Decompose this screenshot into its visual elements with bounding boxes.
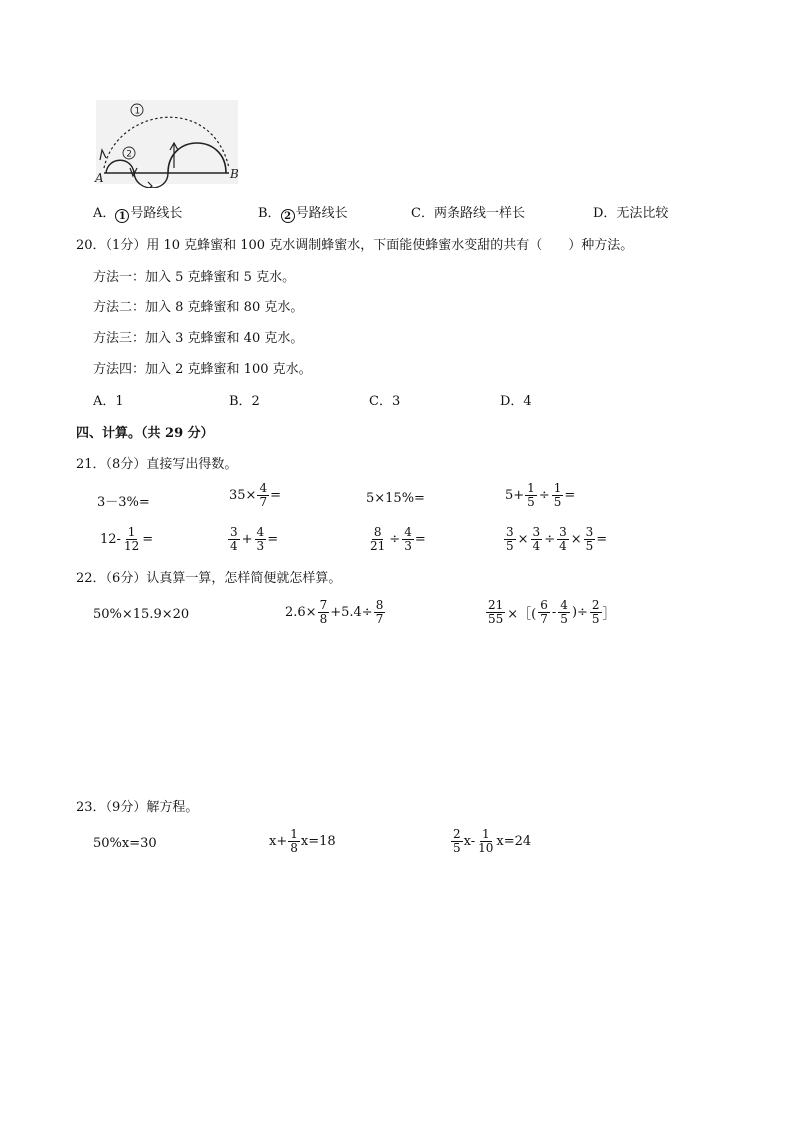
- q20-option-b: B．2: [229, 394, 260, 409]
- numerator: 8: [375, 598, 384, 612]
- point-a-label: A: [95, 171, 104, 185]
- fraction: [257, 482, 269, 509]
- numerator: 4: [259, 481, 268, 495]
- denominator: 7: [540, 612, 548, 626]
- denominator: 3: [256, 539, 265, 553]
- numerator: 1: [290, 827, 298, 841]
- expr-text: ］: [602, 607, 616, 622]
- operator: ÷: [544, 532, 556, 547]
- denominator: 5: [560, 612, 568, 626]
- expr-text: x=24: [496, 834, 532, 849]
- fraction: [476, 828, 495, 855]
- operator: -: [551, 605, 557, 620]
- circle-number: 1: [115, 209, 129, 223]
- q21-expr-4: [505, 482, 575, 509]
- numerator: 21: [488, 598, 504, 612]
- numerator: 4: [404, 525, 412, 539]
- denominator: 4: [532, 539, 541, 553]
- denominator: 4: [559, 539, 567, 553]
- option-text: 号路线长: [295, 206, 348, 221]
- numerator: 7: [319, 598, 328, 612]
- fraction: [504, 526, 516, 553]
- fraction: [318, 599, 330, 626]
- q20-method-2: 方法二：加入 8 克蜂蜜和 80 克水。: [93, 300, 304, 315]
- expr-text: =: [142, 532, 154, 547]
- expr-text: =: [564, 488, 576, 503]
- circle-number: 2: [281, 209, 295, 223]
- numerator: 1: [553, 481, 562, 495]
- expr-text: =: [414, 532, 426, 547]
- expr-text: 2.6×: [285, 605, 317, 620]
- operator: ×: [570, 532, 582, 547]
- denominator: 8: [290, 841, 298, 855]
- q21-expr-3: 5×15%=: [366, 491, 425, 506]
- fraction: [402, 526, 414, 553]
- expr-text: x-: [463, 834, 476, 849]
- q21-stem: 21．（8分）直接写出得数。: [76, 457, 238, 472]
- numerator: 8: [373, 525, 382, 539]
- expr-text: x+: [269, 834, 288, 849]
- fraction: [525, 482, 537, 509]
- fraction: [584, 526, 596, 553]
- fraction: [557, 526, 569, 553]
- q20-option-c: C．3: [369, 394, 401, 409]
- numerator: 4: [256, 525, 265, 539]
- option-text: 号路线长: [130, 206, 183, 221]
- fraction: [486, 599, 505, 626]
- q23-equation-1: 50%x=30: [93, 836, 157, 851]
- operator: ÷: [389, 532, 401, 547]
- fraction: [122, 526, 141, 553]
- q20-method-1: 方法一：加入 5 克蜂蜜和 5 克水。: [93, 270, 296, 285]
- fraction: [288, 828, 300, 855]
- q19-option-c: C．两条路线一样长: [411, 206, 525, 221]
- denominator: 5: [585, 539, 594, 553]
- q20-method-4: 方法四：加入 2 克蜂蜜和 100 克水。: [93, 362, 312, 377]
- numerator: 2: [453, 827, 461, 841]
- q20-method-3: 方法三：加入 3 克蜂蜜和 40 克水。: [93, 331, 304, 346]
- fraction: [368, 526, 387, 553]
- q21-expr-1: 3－3%=: [97, 495, 150, 510]
- fraction: [255, 526, 267, 553]
- denominator: 5: [591, 612, 600, 626]
- q19-option-a: [93, 206, 182, 223]
- denominator: 21: [370, 539, 386, 553]
- numerator: 6: [540, 598, 548, 612]
- q21-expr-2: [229, 482, 281, 509]
- q21-expr-8: [503, 526, 607, 553]
- q22-stem: 22．（6分）认真算一算，怎样简便就怎样算。: [76, 571, 342, 586]
- numerator: 3: [230, 525, 238, 539]
- diagram-background: [96, 100, 238, 184]
- fraction: [558, 599, 570, 626]
- q23-equation-2: [269, 828, 336, 855]
- denominator: 7: [375, 612, 384, 626]
- numerator: 3: [559, 525, 567, 539]
- denominator: 5: [527, 495, 535, 509]
- numerator: 4: [560, 598, 568, 612]
- q19-option-d: D．无法比较: [593, 206, 669, 221]
- numerator: 1: [527, 481, 535, 495]
- denominator: 4: [230, 539, 238, 553]
- operator: ×［(: [507, 607, 537, 622]
- numerator: 1: [127, 525, 136, 539]
- q19-option-b: [258, 206, 348, 223]
- fraction: [590, 599, 602, 626]
- denominator: 12: [123, 539, 140, 553]
- q21-expr-5: [100, 526, 153, 553]
- q23-equation-3: [450, 828, 531, 855]
- option-prefix: A．: [93, 206, 116, 221]
- expr-text: 5+: [505, 488, 525, 503]
- operator: )÷: [571, 605, 588, 620]
- svg-text:2: 2: [126, 149, 133, 160]
- q22-expr-3: [485, 599, 616, 626]
- q20-option-d: D．4: [500, 394, 532, 409]
- expr-text: 12-: [100, 532, 121, 547]
- expr-text: +5.4÷: [330, 605, 373, 620]
- q21-expr-6: [227, 526, 278, 553]
- q21-expr-7: [367, 526, 426, 553]
- numerator: 3: [532, 525, 541, 539]
- denominator: 5: [453, 841, 461, 855]
- numerator: 1: [481, 827, 490, 841]
- denominator: 5: [506, 539, 514, 553]
- operator: ÷: [538, 488, 550, 503]
- svg-text:1: 1: [134, 106, 141, 117]
- denominator: 3: [404, 539, 412, 553]
- denominator: 55: [488, 612, 504, 626]
- numerator: 2: [591, 598, 600, 612]
- q23-stem: 23．（9分）解方程。: [76, 800, 199, 815]
- fraction: [538, 599, 550, 626]
- denominator: 10: [478, 841, 494, 855]
- fraction: [228, 526, 240, 553]
- q20-stem: 20．（1分）用 10 克蜂蜜和 100 克水调制蜂蜜水，下面能使蜂蜜水变甜的共有（ ）种方法。: [76, 238, 634, 253]
- expr-text: 35×: [229, 488, 257, 503]
- fraction: [374, 599, 386, 626]
- expr-text: x=18: [300, 834, 336, 849]
- q22-expr-2: [285, 599, 386, 626]
- expr-text: =: [267, 532, 279, 547]
- numerator: 3: [506, 525, 514, 539]
- expr-text: =: [596, 532, 608, 547]
- fraction: [451, 828, 463, 855]
- denominator: 5: [553, 495, 562, 509]
- operator: +: [241, 532, 253, 547]
- point-b-label: B: [230, 167, 239, 181]
- option-prefix: B．: [258, 206, 281, 221]
- denominator: 7: [259, 495, 268, 509]
- expr-text: =: [270, 488, 281, 503]
- route-diagram: [92, 98, 242, 188]
- denominator: 8: [319, 612, 328, 626]
- q20-option-a: A．1: [93, 394, 124, 409]
- operator: ×: [517, 532, 529, 547]
- numerator: 3: [585, 525, 594, 539]
- fraction: [552, 482, 564, 509]
- section-title: 四、计算。（共 29 分）: [76, 426, 214, 441]
- fraction: [531, 526, 543, 553]
- q22-expr-1: 50%×15.9×20: [93, 607, 190, 622]
